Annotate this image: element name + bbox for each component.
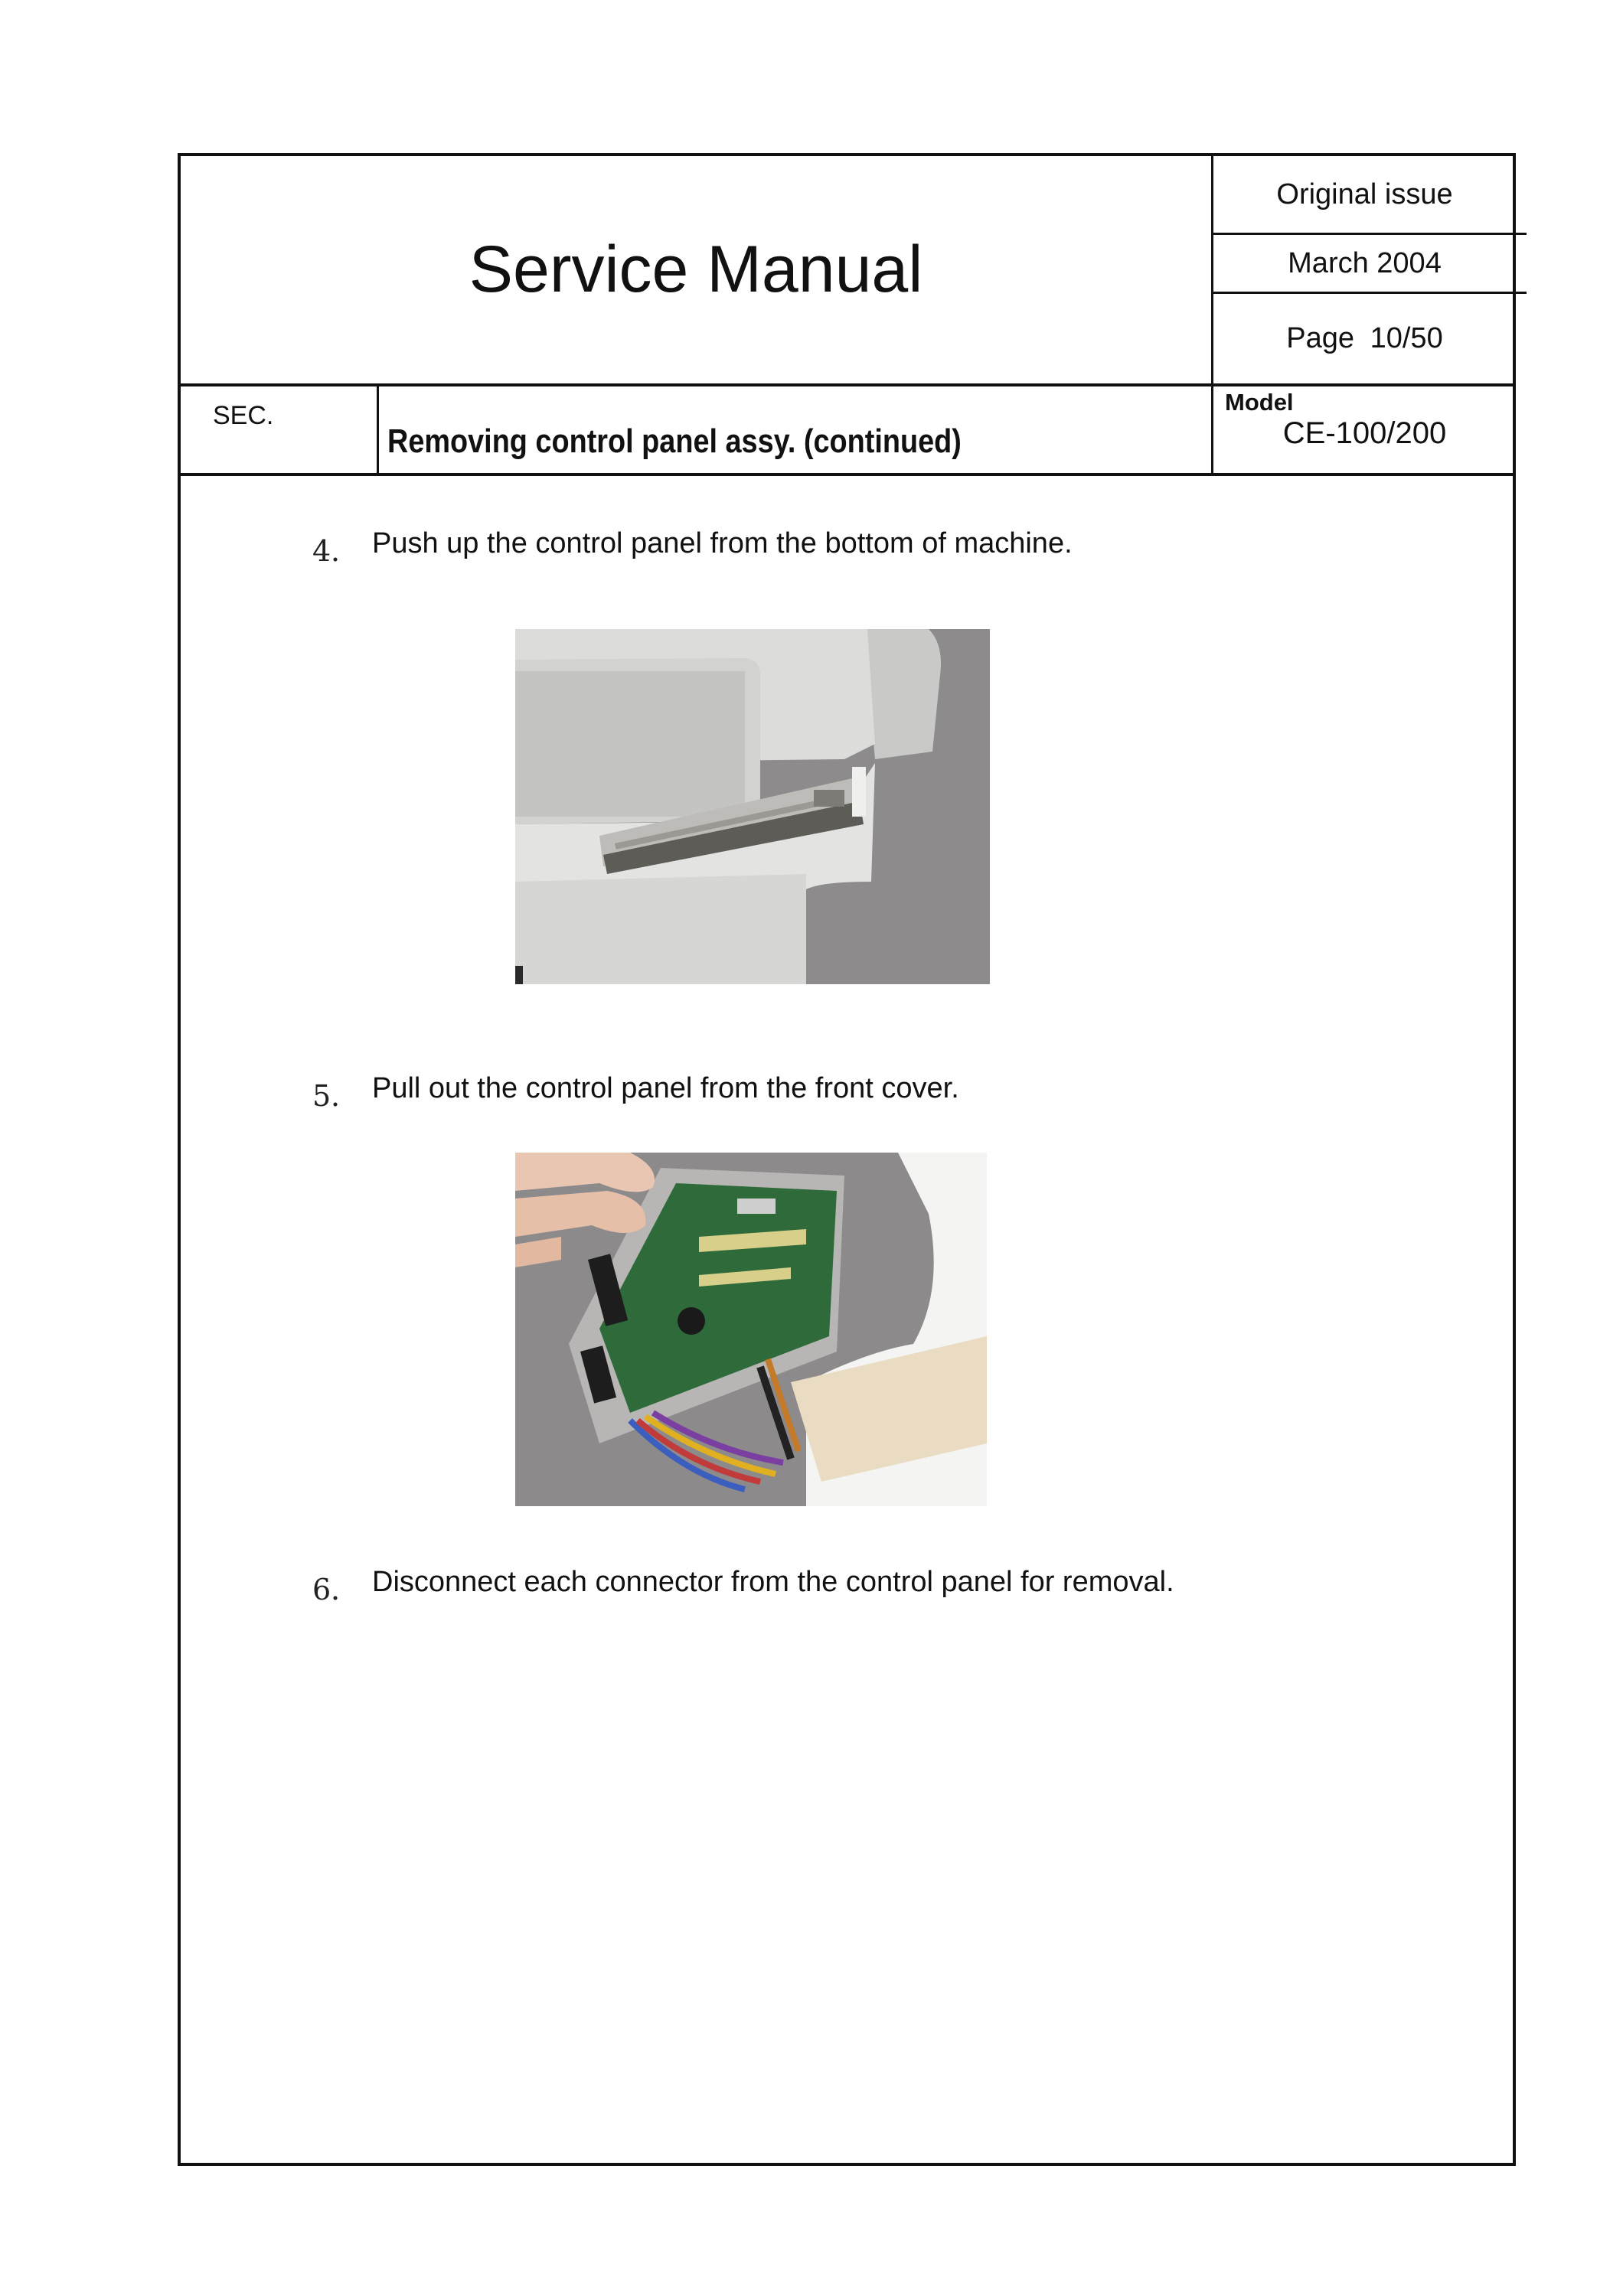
step-text: Push up the control panel from the bottom of machine. [372,527,1073,559]
section-title: Removing control panel assy. (continued) [387,422,962,460]
page-number [1213,294,1516,383]
page-label: Page [1286,322,1355,354]
page-frame [178,153,1516,2166]
section-divider [377,383,379,476]
step-text: Disconnect each connector from the control panel for removal. [372,1566,1174,1598]
issue-date: March 2004 [1288,246,1442,279]
header-divider [181,473,1513,476]
photo-control-panel-pcb [515,1153,987,1506]
page-value: 10/50 [1370,322,1443,354]
step-number: 4． [312,534,361,568]
step-text: Pull out the control panel from the front cover. [372,1072,959,1104]
model-label: Model [1225,389,1294,416]
header-divider [181,383,1513,386]
step-number: 6． [312,1573,361,1606]
photo-machine-bottom [515,629,990,984]
model-value: CE-100/200 [1282,416,1447,450]
document-title: Service Manual [469,233,923,306]
issue-label: Original issue [1276,178,1453,210]
step-number: 5． [312,1079,361,1113]
section-label: SEC. [213,401,274,430]
